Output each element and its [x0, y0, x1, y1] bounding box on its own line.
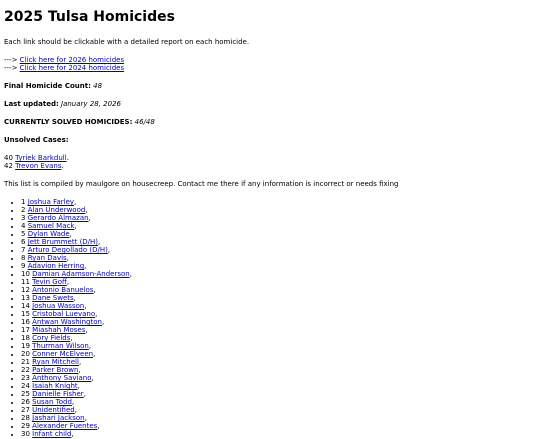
- victim-link[interactable]: Ryan Mitchell: [32, 358, 79, 366]
- victim-link[interactable]: Danielle Fisher: [32, 390, 84, 398]
- case-number: 3: [21, 214, 26, 222]
- victim-link[interactable]: Gerardo Almazan: [27, 214, 89, 222]
- unsolved-heading: Unsolved Cases:: [4, 136, 69, 144]
- case-number: 17: [21, 326, 30, 334]
- list-item: • 11 Tevin Goff,: [21, 278, 536, 286]
- case-number: 40: [4, 154, 13, 162]
- case-number: 1: [21, 198, 26, 206]
- last-updated-label: Last updated:: [4, 100, 59, 108]
- intro-text: Each link should be clickable with a detailed report on each homicide.: [4, 38, 250, 46]
- link-2026-homicides[interactable]: Click here for 2026 homicides: [19, 56, 125, 64]
- victim-link[interactable]: Miashah Moses: [32, 326, 86, 334]
- list-item: • 13 Dane Swets,: [21, 294, 536, 302]
- victim-link[interactable]: Damian Adamson-Anderson: [32, 270, 130, 278]
- case-number: 23: [21, 374, 30, 382]
- victim-link[interactable]: Dylan Wade: [27, 230, 70, 238]
- case-number: 21: [21, 358, 30, 366]
- victim-link[interactable]: Cory Fields: [32, 334, 71, 342]
- case-number: 16: [21, 318, 30, 326]
- last-updated-value: January 28, 2026: [61, 100, 121, 108]
- list-item: • 6 Jett Brummett (D/H),: [21, 238, 536, 246]
- unsolved-item: 40 Tyriek Barkdull.: [4, 154, 69, 162]
- victim-link[interactable]: Susan Todd: [32, 398, 72, 406]
- list-item: • 24 Isaiah Knight,: [21, 382, 536, 390]
- victim-link[interactable]: Cristobal Luevano: [32, 310, 96, 318]
- case-number: 4: [21, 222, 26, 230]
- nav-line-2024: [4, 64, 536, 72]
- case-list: [4, 198, 536, 438]
- list-item: • 27 Unidentified,: [21, 406, 536, 414]
- case-number: 42: [4, 162, 13, 170]
- case-number: 29: [21, 422, 30, 430]
- victim-link[interactable]: Adavion Herring: [27, 262, 85, 270]
- victim-link[interactable]: Thurman Wilson: [32, 342, 89, 350]
- victim-link[interactable]: Joshua Wasson: [32, 302, 85, 310]
- case-number: 25: [21, 390, 30, 398]
- victim-link[interactable]: Arturo Degollado (D/H): [27, 246, 108, 254]
- victim-link[interactable]: Alan Underwood: [27, 206, 86, 214]
- list-item: • 30 Infant child,: [21, 430, 536, 438]
- victim-link[interactable]: Samuel Mack: [27, 222, 75, 230]
- list-item: • 29 Alexander Fuentes,: [21, 422, 536, 430]
- case-number: 20: [21, 350, 30, 358]
- list-item: • 5 Dylan Wade,: [21, 230, 536, 238]
- case-number: 9: [21, 262, 26, 270]
- victim-link[interactable]: Parker Brown: [32, 366, 79, 374]
- victim-link[interactable]: Unidentified: [32, 406, 75, 414]
- victim-link[interactable]: Tevin Goff: [32, 278, 67, 286]
- case-number: 22: [21, 366, 30, 374]
- list-item: • 3 Gerardo Almazan,: [21, 214, 536, 222]
- link-2024-homicides[interactable]: Click here for 2024 homicides: [19, 64, 125, 72]
- case-number: 24: [21, 382, 30, 390]
- case-number: 28: [21, 414, 30, 422]
- list-item: • 10 Damian Adamson-Anderson,: [21, 270, 536, 278]
- list-item: • 1 Joshua Farley,: [21, 198, 536, 206]
- case-number: 6: [21, 238, 26, 246]
- victim-link[interactable]: Trevon Evans: [15, 162, 62, 170]
- final-count-label: Final Homicide Count:: [4, 82, 91, 90]
- arrow-prefix: --->: [4, 64, 20, 72]
- unsolved-list: [4, 154, 536, 170]
- list-item: • 17 Miashah Moses,: [21, 326, 536, 334]
- victim-link[interactable]: Infant child: [32, 430, 72, 438]
- list-item: • 25 Danielle Fisher,: [21, 390, 536, 398]
- case-number: 2: [21, 206, 26, 214]
- list-item: • 12 Antonio Banuelos,: [21, 286, 536, 294]
- case-number: 5: [21, 230, 26, 238]
- victim-link[interactable]: Jashari Jackson: [32, 414, 85, 422]
- victim-link[interactable]: Tyriek Barkdull: [15, 154, 67, 162]
- solved-value: 46/48: [134, 118, 155, 126]
- case-number: 18: [21, 334, 30, 342]
- list-item: • 8 Ryan Davis,: [21, 254, 536, 262]
- final-count-value: 48: [93, 82, 103, 90]
- case-number: 19: [21, 342, 30, 350]
- victim-link[interactable]: Ryan Davis: [27, 254, 67, 262]
- final-count-line: [4, 82, 536, 90]
- case-number: 8: [21, 254, 26, 262]
- list-item: • 20 Conner McElveen,: [21, 350, 536, 358]
- list-item: • 26 Susan Todd,: [21, 398, 536, 406]
- list-item: • 22 Parker Brown,: [21, 366, 536, 374]
- solved-label: CURRENTLY SOLVED HOMICIDES:: [4, 118, 133, 126]
- case-number: 27: [21, 406, 30, 414]
- list-item: • 23 Anthony Saviano,: [21, 374, 536, 382]
- case-number: 10: [21, 270, 30, 278]
- victim-link[interactable]: Conner McElveen: [32, 350, 94, 358]
- victim-link[interactable]: Jett Brummett (D/H): [27, 238, 99, 246]
- list-item: • 19 Thurman Wilson,: [21, 342, 536, 350]
- list-item: • 9 Adavion Herring,: [21, 262, 536, 270]
- list-item: • 14 Joshua Wasson,: [21, 302, 536, 310]
- case-number: 7: [21, 246, 26, 254]
- list-item: • 15 Cristobal Luevano,: [21, 310, 536, 318]
- case-number: 13: [21, 294, 30, 302]
- victim-link[interactable]: Antonio Banuelos: [32, 286, 94, 294]
- page-title: 2025 Tulsa Homicides: [4, 9, 175, 25]
- list-item: • 7 Arturo Degollado (D/H),: [21, 246, 536, 254]
- list-item: • 2 Alan Underwood,: [21, 206, 536, 214]
- list-item: • 28 Jashari Jackson,: [21, 414, 536, 422]
- victim-link[interactable]: Dane Swets: [32, 294, 74, 302]
- case-number: 26: [21, 398, 30, 406]
- victim-link[interactable]: Alexander Fuentes: [32, 422, 98, 430]
- unsolved-item: 42 Trevon Evans.: [4, 162, 64, 170]
- list-item: • 21 Ryan Mitchell,: [21, 358, 536, 366]
- case-number: 30: [21, 430, 30, 438]
- last-updated-line: [4, 100, 536, 108]
- list-item: • 4 Samuel Mack,: [21, 222, 536, 230]
- nav-line-2026: [4, 56, 536, 64]
- case-number: 14: [21, 302, 30, 310]
- compiled-note: This list is compiled by maulgore on housecreep. Contact me there if any information is incorrect or needs fixing: [4, 180, 399, 188]
- case-number: 11: [21, 278, 30, 286]
- case-number: 15: [21, 310, 30, 318]
- case-number: 12: [21, 286, 30, 294]
- victim-link[interactable]: Isaiah Knight: [32, 382, 78, 390]
- list-item: • 18 Cory Fields,: [21, 334, 536, 342]
- victim-link[interactable]: Anthony Saviano: [32, 374, 92, 382]
- victim-link[interactable]: Joshua Farley: [27, 198, 75, 206]
- arrow-prefix: --->: [4, 56, 20, 64]
- solved-line: [4, 118, 536, 126]
- victim-link[interactable]: Antwan Washington: [32, 318, 102, 326]
- list-item: • 16 Antwan Washington,: [21, 318, 536, 326]
